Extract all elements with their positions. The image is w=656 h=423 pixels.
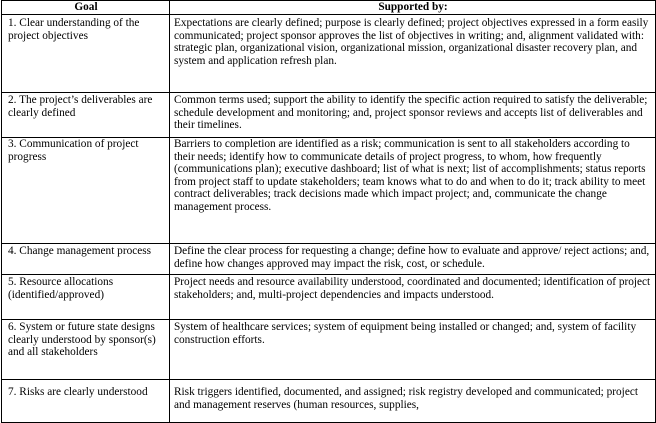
table-row [2,275,656,320]
table-row [2,15,656,93]
table-row [2,138,656,244]
goal-cell: 2. The project’s deliverables are clearly defined [2,93,170,138]
goal-cell: 4. Change management process [2,244,170,275]
table-row [2,244,656,275]
table-row [2,93,656,138]
supported-by-cell: Barriers to completion are identified as a risk; communication is sent to all stakeholders according to their needs; identify how to communicate details of project progress, to whom, how frequently (communications plan); executive dashboard; list of what is next; list of accomplishments; status reports from project staff to update stakeholders; team knows what to do and when to do it; track ability to meet contract deliverables; track decisions made which impact project; and, communicate the change management process. [170,138,656,244]
table-row [2,380,656,423]
goal-header: Goal [2,1,170,15]
table-row [2,320,656,380]
goal-cell: 6. System or future state designs clearly understood by sponsor(s) and all stakeholders [2,320,170,380]
supported-by-cell: Risk triggers identified, documented, and assigned; risk registry developed and communicated; project and management reserves (human resources, supplies, [170,380,656,423]
goal-cell: 3. Communication of project progress [2,138,170,244]
goals-table [1,0,656,423]
supported-by-header: Supported by: [170,1,656,15]
supported-by-cell: Define the clear process for requesting a change; define how to evaluate and approve/ reject actions; and, define how changes approved may impact the risk, cost, or schedule. [170,244,656,275]
header-row [2,1,656,15]
goal-cell: 1. Clear understanding of the project objectives [2,15,170,93]
goal-cell: 5. Resource allocations (identified/approved) [2,275,170,320]
supported-by-cell: System of healthcare services; system of equipment being installed or changed; and, system of facility construction efforts. [170,320,656,380]
supported-by-cell: Project needs and resource availability understood, coordinated and documented; identification of project stakeholders; and, multi-project dependencies and impacts understood. [170,275,656,320]
goal-cell: 7. Risks are clearly understood [2,380,170,423]
supported-by-cell: Expectations are clearly defined; purpose is clearly defined; project objectives expressed in a form easily communicated; project sponsor approves the list of objectives in writing; and, alignment validated with: strategic plan, organizational vision, organizational mission, organizational disaster recovery plan, and system and application refresh plan. [170,15,656,93]
supported-by-cell: Common terms used; support the ability to identify the specific action required to satisfy the deliverable; schedule development and monitoring; and, project sponsor reviews and accepts list of deliverables and their timelines. [170,93,656,138]
